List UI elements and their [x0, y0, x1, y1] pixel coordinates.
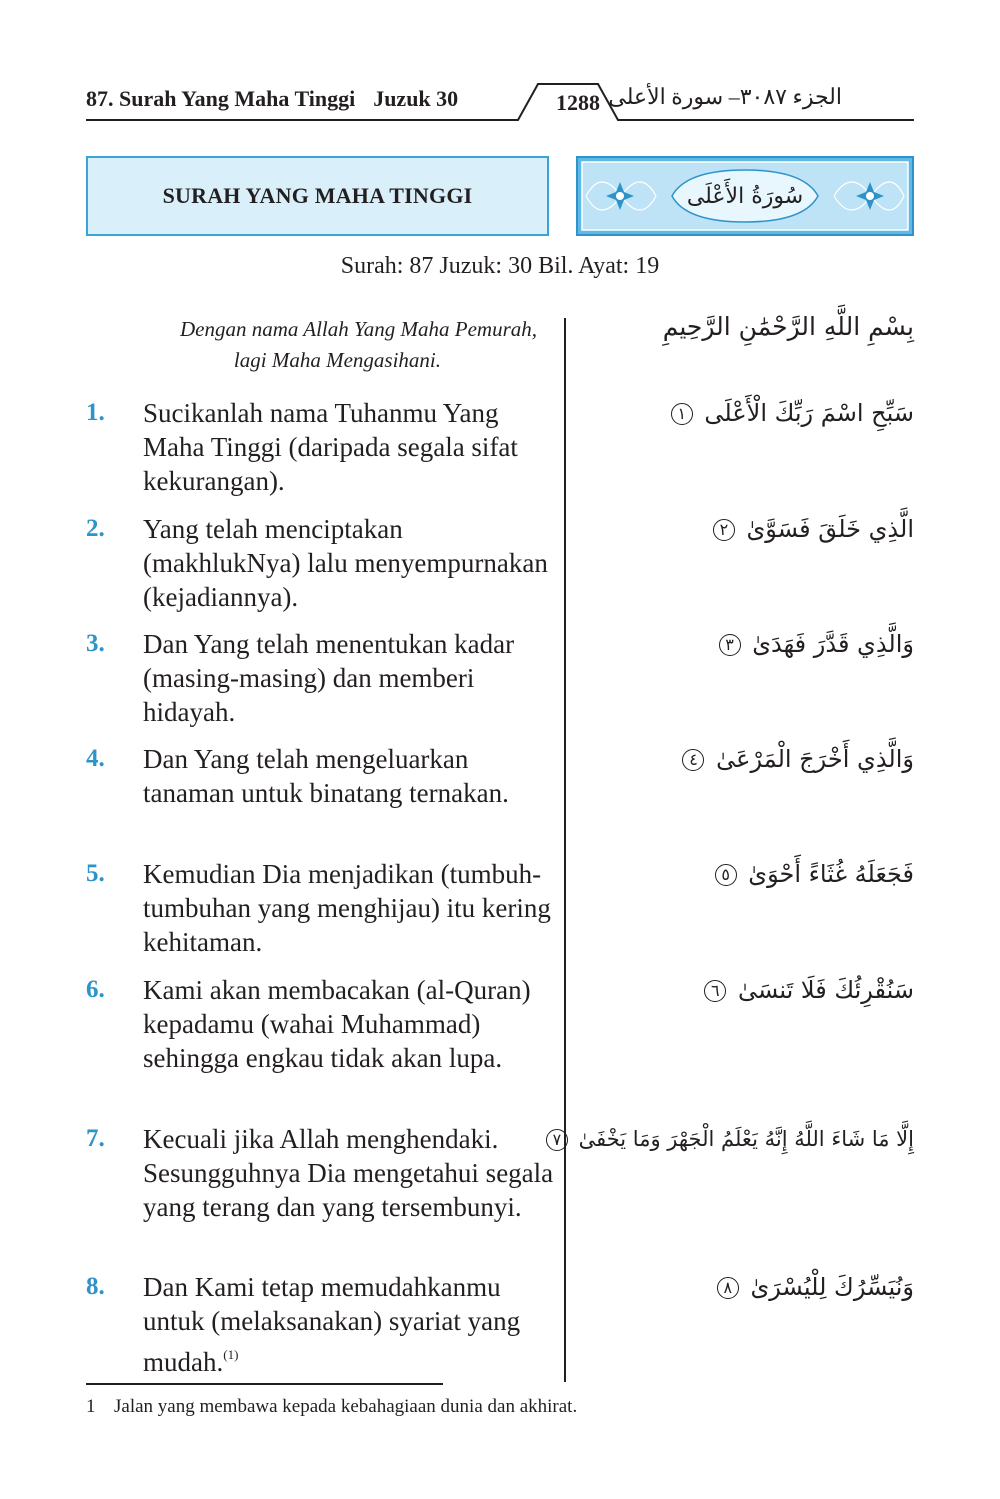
verse-number: 7.	[86, 1125, 105, 1152]
verse-arabic	[552, 1122, 914, 1156]
verse-text: Yang telah menciptakan (makhlukNya) lalu menyempurnakan (kejadiannya).	[143, 514, 548, 612]
header-surah-info	[86, 86, 458, 112]
verse-arabic	[590, 1270, 914, 1304]
verse-arabic	[590, 973, 914, 1007]
ayah-marker: ٣	[719, 634, 741, 656]
footnote-ref[interactable]: (1)	[223, 1347, 239, 1362]
ayah-marker: ٤	[682, 749, 704, 771]
footnote-rule	[86, 1383, 443, 1385]
header-surah-arabic: ٨٧– سورة الأعلى	[608, 84, 787, 109]
verse-number: 8.	[86, 1273, 105, 1300]
verse-arabic-text: سَبِّحِ اسْمَ رَبِّكَ الْأَعْلَى	[704, 399, 914, 427]
surah-calligraphy-text: سُورَةُ الأَعْلَى	[686, 184, 804, 209]
verse-arabic-text: فَجَعَلَهُ غُثَاءً أَحْوَىٰ	[748, 860, 914, 888]
footnote-text: Jalan yang membawa kepada kebahagiaan dunia dan akhirat.	[114, 1396, 578, 1417]
ayah-marker: ٦	[704, 980, 726, 1002]
verse-text: Dan Yang telah mengeluarkan tanaman untuk binatang ternakan.	[143, 744, 509, 808]
verse-arabic-text: وَالَّذِي أَخْرَجَ الْمَرْعَىٰ	[716, 745, 914, 773]
verse-number: 1.	[86, 399, 105, 426]
verse-arabic-text: إِلَّا مَا شَاءَ اللَّهُ إِنَّهُ يَعْلَمُ الْجَهْرَ وَمَا يَخْفَىٰ	[578, 1127, 914, 1151]
ayah-marker: ٥	[715, 864, 737, 886]
verse-arabic-text: سَنُقْرِئُكَ فَلَا تَنسَىٰ	[737, 976, 914, 1004]
page-number: 1288	[556, 90, 600, 115]
verse-arabic	[590, 857, 914, 891]
verse-text: Sucikanlah nama Tuhanmu Yang Maha Tinggi (daripada segala sifat kekurangan).	[143, 398, 518, 496]
header-juz-label: Juzuk 30	[373, 86, 459, 111]
ayah-marker: ٢	[713, 519, 735, 541]
footnote	[86, 1396, 577, 1418]
footnote-number: 1	[86, 1396, 96, 1417]
surah-title: SURAH YANG MAHA TINGGI	[162, 183, 473, 208]
verse-number: 5.	[86, 860, 105, 887]
ayah-marker: ١	[671, 403, 693, 425]
verse-text: Dan Yang telah menentukan kadar (masing-masing) dan memberi hidayah.	[143, 629, 515, 727]
basmalah-arabic: بِسْمِ اللَّهِ الرَّحْمَٰنِ الرَّحِيمِ	[662, 312, 914, 341]
running-header	[86, 80, 914, 122]
basmalah-translation-line2: lagi Maha Mengasihani.	[233, 348, 441, 372]
verse-number: 6.	[86, 976, 105, 1003]
verse-text-wrapper	[143, 1270, 563, 1379]
surah-calligraphy-ornament	[576, 156, 914, 236]
verse-number: 4.	[86, 745, 105, 772]
verse-arabic-text: وَنُيَسِّرُكَ لِلْيُسْرَىٰ	[750, 1273, 914, 1301]
ayah-marker: ٨	[717, 1277, 739, 1299]
verse-arabic	[590, 512, 914, 546]
verse-arabic	[590, 396, 914, 430]
verse-text: Kemudian Dia menjadikan (tumbuh-tumbuhan yang menghijau) itu kering kehitaman.	[143, 859, 551, 957]
surah-meta: Surah: 87 Juzuk: 30 Bil. Ayat: 19	[340, 253, 660, 279]
verse-text: Kami akan membacakan (al-Quran) kepadamu (wahai Muhammad) sehingga engkau tidak akan lupa.	[143, 975, 531, 1073]
verse-number: 3.	[86, 630, 105, 657]
verse-arabic	[590, 742, 914, 776]
verse-arabic	[590, 627, 914, 661]
surah-title-box	[86, 156, 549, 236]
header-arabic-info	[608, 84, 914, 110]
verse-arabic-text: وَالَّذِي قَدَّرَ فَهَدَىٰ	[752, 630, 914, 658]
ayah-marker: ٧	[546, 1129, 568, 1151]
verse-arabic-text: الَّذِي خَلَقَ فَسَوَّىٰ	[746, 515, 914, 543]
verse-text: Dan Kami tetap memudahkanmu untuk (melaksanakan) syariat yang mudah.	[143, 1272, 521, 1377]
header-juz-arabic: الجزء ٣٠	[739, 84, 842, 109]
verse-text: Kecuali jika Allah menghendaki. Sesungguhnya Dia mengetahui segala yang terang dan yang tersembunyi.	[143, 1124, 554, 1222]
header-surah-label: 87. Surah Yang Maha Tinggi	[86, 86, 356, 111]
basmalah-translation	[86, 314, 549, 376]
column-divider	[564, 318, 566, 1382]
verse-number: 2.	[86, 515, 105, 542]
basmalah-translation-line1: Dengan nama Allah Yang Maha Pemurah,	[180, 317, 537, 341]
